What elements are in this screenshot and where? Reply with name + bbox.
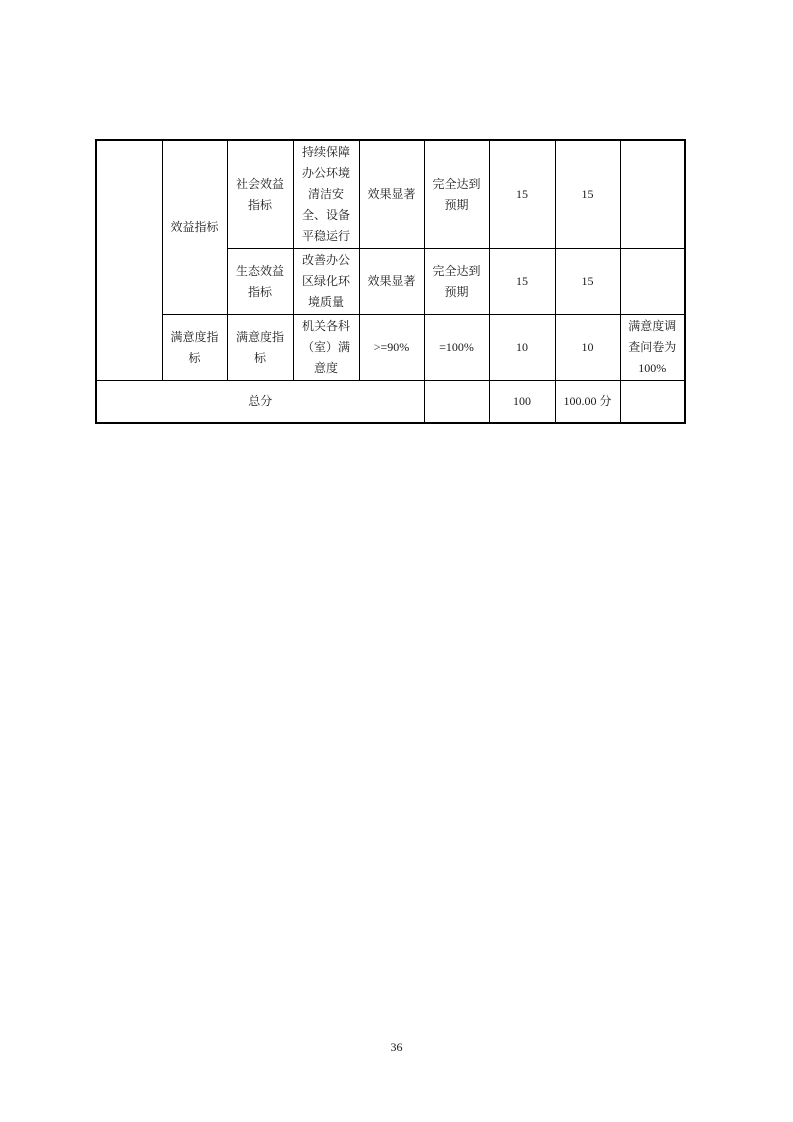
cell-social-benefit-score: 15 [555, 140, 620, 249]
cell-satisfaction-score: 10 [555, 315, 620, 381]
cell-satisfaction-actual: =100% [424, 315, 489, 381]
cell-category-blank [96, 140, 162, 381]
cell-eco-benefit-note [620, 249, 685, 315]
cell-social-benefit-note [620, 140, 685, 249]
cell-eco-benefit-target: 完全达到预期 [424, 249, 489, 315]
cell-eco-benefit-score: 15 [555, 249, 620, 315]
cell-total-label: 总分 [96, 381, 424, 423]
cell-total-blank [424, 381, 489, 423]
cell-eco-benefit-weight: 15 [489, 249, 555, 315]
cell-total-note [620, 381, 685, 423]
page-number: 36 [390, 1040, 403, 1054]
cell-social-benefit-indicator: 社会效益指标 [227, 140, 293, 249]
table-row [96, 140, 685, 249]
performance-indicator-table [95, 139, 686, 424]
cell-social-benefit-target: 完全达到预期 [424, 140, 489, 249]
cell-satisfaction-content: 机关各科（室）满意度 [293, 315, 359, 381]
cell-satisfaction-threshold: >=90% [359, 315, 424, 381]
cell-satisfaction-weight: 10 [489, 315, 555, 381]
cell-total-score: 100.00 分 [555, 381, 620, 423]
cell-eco-benefit-indicator: 生态效益指标 [227, 249, 293, 315]
cell-satisfaction-indicator: 满意度指标 [227, 315, 293, 381]
cell-satisfaction-group: 满意度指标 [162, 315, 227, 381]
cell-satisfaction-note: 满意度调查问卷为100% [620, 315, 685, 381]
cell-social-benefit-weight: 15 [489, 140, 555, 249]
cell-benefit-indicator-group: 效益指标 [162, 140, 227, 315]
cell-eco-benefit-content: 改善办公区绿化环境质量 [293, 249, 359, 315]
cell-eco-benefit-effect: 效果显著 [359, 249, 424, 315]
cell-total-weight: 100 [489, 381, 555, 423]
table-row-total [96, 381, 685, 423]
table-row [96, 315, 685, 381]
cell-social-benefit-content: 持续保障办公环境清洁安全、设备平稳运行 [293, 140, 359, 249]
cell-social-benefit-effect: 效果显著 [359, 140, 424, 249]
